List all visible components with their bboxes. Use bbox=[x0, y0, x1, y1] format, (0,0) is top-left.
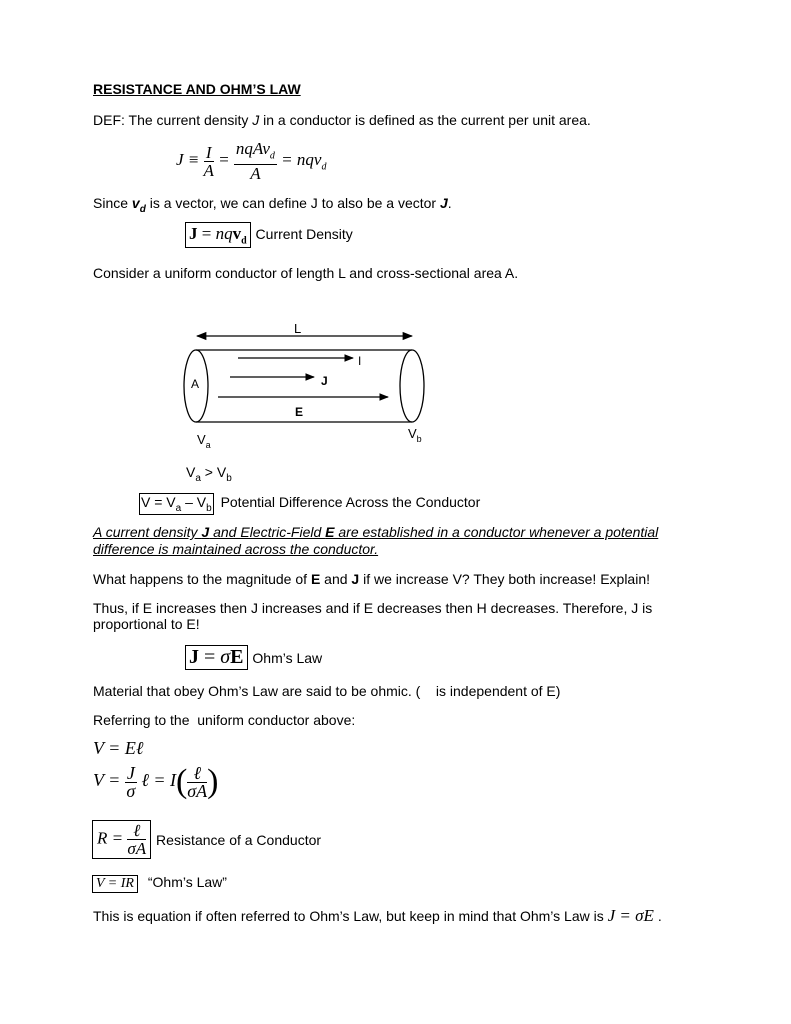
boxed-formula: J = nqv$_d$ bbox=[185, 222, 251, 248]
boxed-formula: J = σE bbox=[185, 645, 248, 670]
final-text: This is equation if often referred to Ohm’s Law, but keep in mind that Ohm’s Law is J = σE . bbox=[93, 906, 662, 925]
italic-statement-line2: difference is maintained across the conductor. bbox=[93, 541, 379, 557]
referring-text: Referring to the uniform conductor above: bbox=[93, 712, 356, 728]
potential-difference: $V = V_a - V_b$ Potential Difference Across the Conductor bbox=[141, 494, 481, 514]
definition-text: DEF: The current density J in a conductor is defined as the current per unit area. bbox=[93, 112, 591, 128]
conductor-diagram bbox=[0, 0, 791, 480]
boxed-formula: $V = V_a - V_b$ bbox=[141, 494, 212, 514]
vir-formula: V = IR “Ohm’s Law” bbox=[92, 874, 227, 893]
current-label: I bbox=[358, 354, 362, 368]
electric-field-label: E bbox=[295, 405, 304, 419]
va-label: $V_a$ bbox=[197, 432, 211, 450]
since-text: Since $v_d$ is a vector, we can define J to also be a vector J. bbox=[93, 195, 452, 215]
ohms-law-formula: J = σE Ohm’s Law bbox=[185, 645, 322, 670]
page-heading: RESISTANCE AND OHM’S LAW bbox=[93, 81, 301, 97]
length-label: L bbox=[294, 321, 302, 336]
italic-statement-line1: A current density J and Electric-Field E are established in a conductor whenever a potential bbox=[93, 524, 659, 540]
vb-label: $V_b$ bbox=[408, 426, 422, 444]
current-density-equation: J ≡ $\frac{I}{A}$ = $\frac{nqAv_d}{A}$ = nqv$_d$ bbox=[176, 139, 327, 184]
voltage-equation-2: V = $\frac{J}{\sigma}$ ℓ = I( $\frac{\text{ℓ}}{\sigma A}$ ) bbox=[93, 762, 219, 801]
va-gt-vb: $V_a > V_b$ bbox=[186, 464, 232, 484]
question-text: What happens to the magnitude of E and J if we increase V? They both increase! Explain! bbox=[93, 571, 651, 587]
thus-line2: proportional to E! bbox=[93, 616, 200, 632]
current-density-formula: J = nqv$_d$ Current Density bbox=[185, 222, 353, 248]
resistance-formula: R = $\frac{\text{ℓ}}{\sigma A}$ Resistance of a Conductor bbox=[92, 820, 321, 859]
boxed-formula: R = $\frac{\text{ℓ}}{\sigma A}$ bbox=[92, 820, 151, 859]
ohmic-text: Material that obey Ohm’s Law are said to be ohmic. ( is independent of E) bbox=[93, 683, 561, 699]
voltage-equation-1: V = Eℓ bbox=[93, 738, 144, 758]
thus-line1: Thus, if E increases then J increases and if E decreases then H decreases. Therefore, J is bbox=[93, 600, 653, 616]
right-end-ellipse bbox=[400, 350, 424, 422]
current-density-label: J bbox=[321, 374, 328, 388]
consider-text: Consider a uniform conductor of length L and cross-sectional area A. bbox=[93, 265, 519, 281]
boxed-formula: V = IR bbox=[92, 875, 138, 893]
area-label: A bbox=[191, 377, 200, 391]
